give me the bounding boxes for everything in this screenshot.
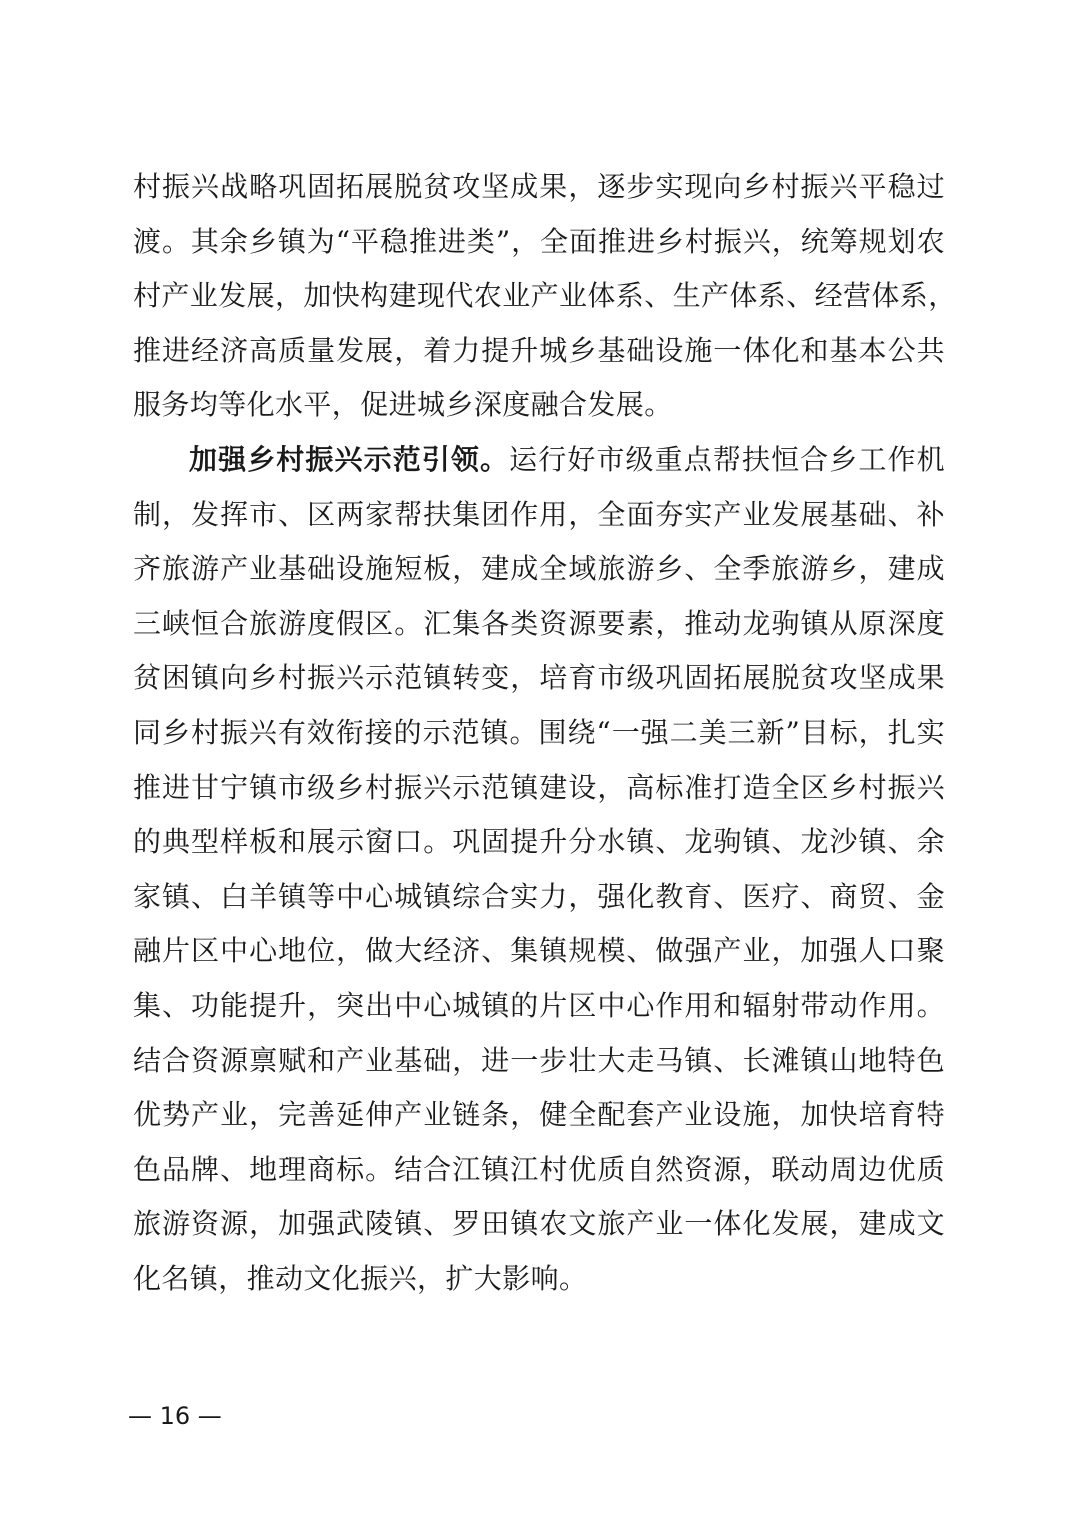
text-line: 同乡村振兴有效衔接的示范镇。围绕“一强二美三新”目标，扎实 bbox=[133, 715, 945, 749]
paragraph-text: 运行好市级重点帮扶恒合乡工作机 bbox=[509, 442, 945, 476]
paragraph-1 bbox=[133, 160, 957, 433]
paragraph-2 bbox=[133, 433, 945, 1307]
page-number: — 16 — bbox=[128, 1402, 222, 1430]
text-line: 推进经济高质量发展，着力提升城乡基础设施一体化和基本公共 bbox=[133, 333, 945, 367]
text-line: 村产业发展，加快构建现代农业产业体系、生产体系、经营体系， bbox=[133, 279, 957, 313]
text-line: 集、功能提升，突出中心城镇的片区中心作用和辐射带动作用。 bbox=[133, 988, 945, 1022]
text-line: 贫困镇向乡村振兴示范镇转变，培育市级巩固拓展脱贫攻坚成果 bbox=[133, 661, 945, 695]
text-line bbox=[133, 433, 945, 488]
text-line: 色品牌、地理商标。结合江镇江村优质自然资源，联动周边优质 bbox=[133, 1152, 945, 1186]
text-line: 服务均等化水平，促进城乡深度融合发展。 bbox=[133, 388, 673, 422]
text-line: 村振兴战略巩固拓展脱贫攻坚成果，逐步实现向乡村振兴平稳过 bbox=[133, 170, 945, 203]
text-line: 齐旅游产业基础设施短板，建成全域旅游乡、全季旅游乡，建成 bbox=[133, 552, 945, 586]
text-line: 三峡恒合旅游度假区。汇集各类资源要素，推动龙驹镇从原深度 bbox=[133, 606, 945, 640]
text-line: 优势产业，完善延伸产业链条，健全配套产业设施，加快培育特 bbox=[133, 1098, 945, 1132]
text-line: 推进甘宁镇市级乡村振兴示范镇建设，高标准打造全区乡村振兴 bbox=[133, 770, 945, 804]
paragraph-heading: 加强乡村振兴示范引领。 bbox=[189, 442, 510, 476]
body-text bbox=[133, 160, 957, 1306]
text-line: 制，发挥市、区两家帮扶集团作用，全面夯实产业发展基础、补 bbox=[133, 497, 945, 531]
text-line: 旅游资源，加强武陵镇、罗田镇农文旅产业一体化发展，建成文 bbox=[133, 1207, 945, 1241]
text-line: 渡。其余乡镇为“平稳推进类”，全面推进乡村振兴，统筹规划农 bbox=[133, 224, 945, 258]
text-line: 化名镇，推动文化振兴，扩大影响。 bbox=[133, 1261, 588, 1295]
text-line: 的典型样板和展示窗口。巩固提升分水镇、龙驹镇、龙沙镇、余 bbox=[133, 825, 945, 859]
text-line: 融片区中心地位，做大经济、集镇规模、做强产业，加强人口聚 bbox=[133, 934, 945, 968]
text-line: 结合资源禀赋和产业基础，进一步壮大走马镇、长滩镇山地特色 bbox=[133, 1043, 945, 1077]
text-line: 家镇、白羊镇等中心城镇综合实力，强化教育、医疗、商贸、金 bbox=[133, 879, 945, 913]
